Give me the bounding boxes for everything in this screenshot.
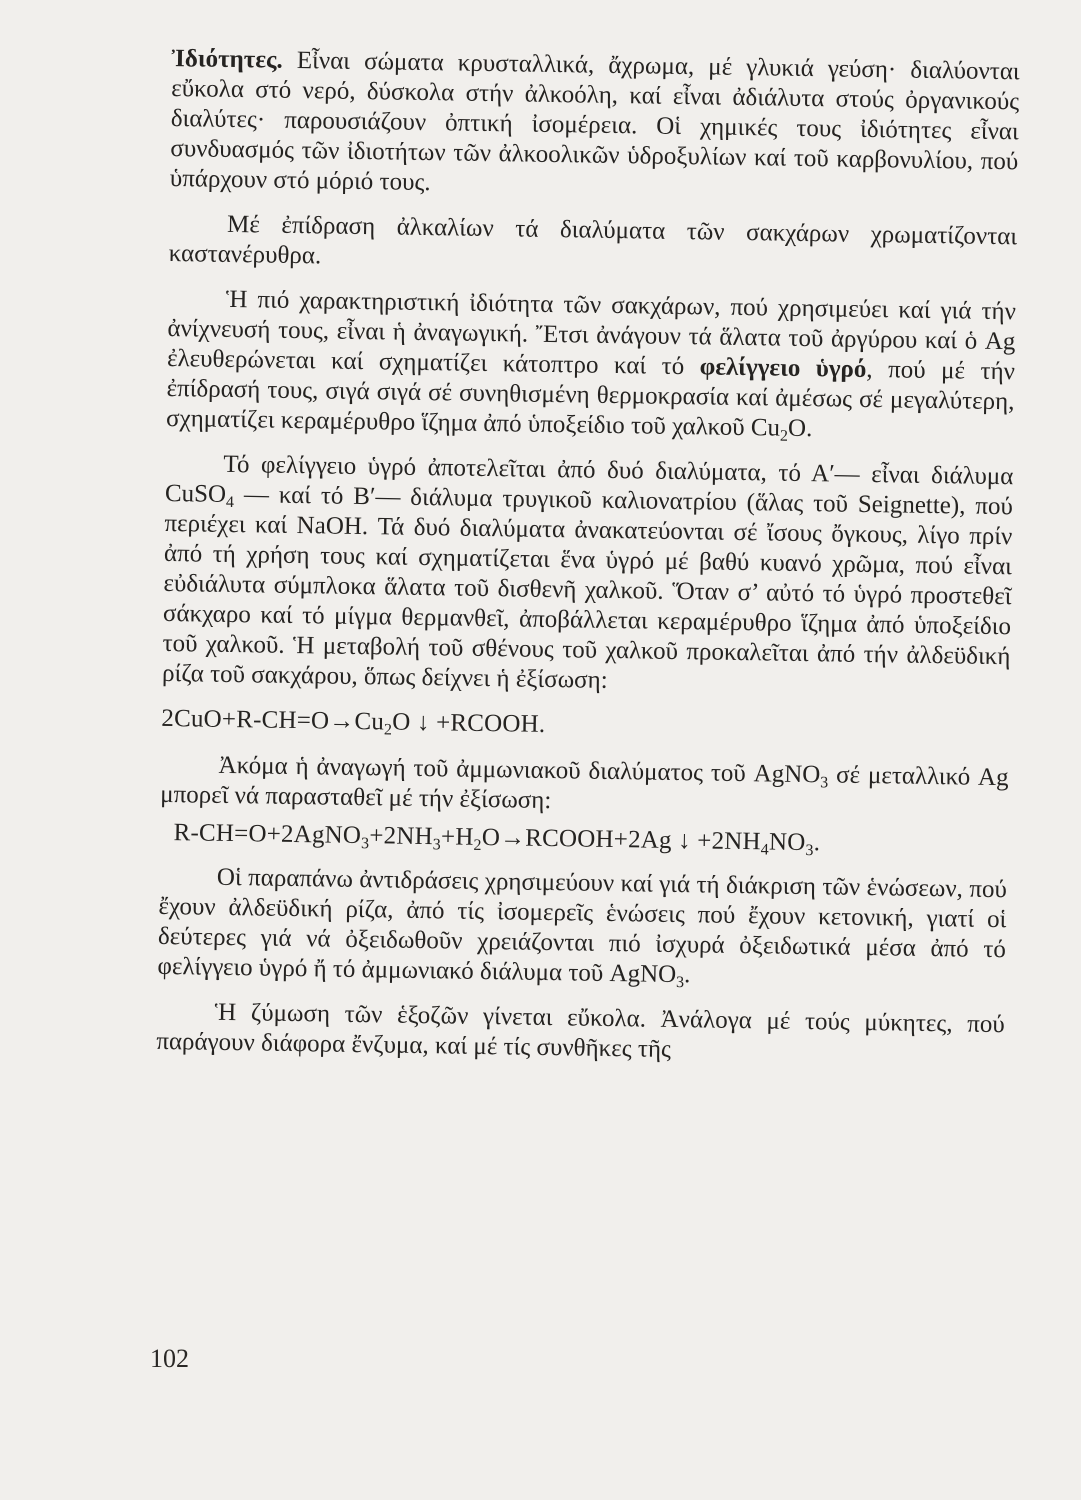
subscript: 4 (225, 493, 235, 512)
paragraph-text: , πού μέ τήν ἐπίδρασή τους, σιγά σιγά σέ συνηθισμένη θερμοκρασία καί ἀμέσως σέ μεγαλύτερη, σχηματίζει κεραμέρυθρο ἵζημα ἀπό ὑποξείδιο τοῦ χαλκοῦ Cu (165, 355, 1016, 442)
equation-text: . (813, 829, 821, 857)
paragraph-text: Τό φελίγγειο ὑγρό ἀποτελεῖται ἀπό δυό διαλύματα, τό Α′— εἶναι διάλυμα CuSO (164, 450, 1014, 508)
subscript: 2 (473, 836, 482, 854)
subscript: 4 (760, 841, 770, 859)
equation-text: NO (768, 828, 806, 857)
equation-text: O→RCOOH+2Ag ↓ +2NH (481, 823, 762, 856)
paragraph-text: Εἶναι σώματα κρυσταλλικά, ἄχρωμα, μέ γλυκιά γεύση· διαλύονται εὔκολα στό νερό, δύσκολα στήν ἀλκοόλη, καί εἶναι ἀδιάλυτα στούς ὀργανικούς διαλύτες· παρουσιάζουν ὀπτική ἰσομέρεια. Οἱ χημικές τους ἰδιότητες εἶναι συνδυασμός τῶν ἰδιοτήτων τῶν ἀλκοολικῶν ὑδροξυλίων καί τοῦ καρβονυλίου, πού ὑπάρχουν στό μόριό τους. (169, 46, 1020, 197)
equation-silver (159, 818, 1007, 861)
paragraph-silver (160, 750, 1009, 823)
paragraph-text: O. (787, 414, 813, 443)
subscript: 2 (779, 427, 789, 445)
paragraph-distinction (157, 862, 1007, 995)
equation-text: O ↓ +RCOOH. (392, 708, 546, 738)
paragraph-properties (170, 44, 1020, 207)
paragraph-text: Ἡ πιό χαρακτηριστική ἰδιότητα τῶν σακχάρων, πού χρησιμεύει καί γιά τήν ἀνίχνευσή τους, εἶναι ἡ ἀναγωγική. Ἔτσι ἀνάγουν τά ἅλατα τοῦ ἀργύρου καί ὁ Ag ἐλευθερώνεται καί σχηματίζει κάτοπτρο καί τό (166, 285, 1017, 381)
paragraph-text: σέ μεταλλικό Ag μπορεῖ νά παρασταθεῖ μέ τήν ἐξίσωση: (159, 761, 1009, 815)
subscript: 3 (432, 836, 442, 854)
equation-text: +2NH (369, 822, 434, 851)
subscript: 3 (360, 835, 370, 853)
paragraph-text: Ἀκόμα ἡ ἀναγωγή τοῦ ἀμμωνιακοῦ διαλύματος τοῦ AgNO (218, 751, 821, 789)
paragraph-fehling (162, 449, 1014, 702)
paragraph-reducing (166, 284, 1016, 447)
paragraph-text: Οἱ παραπάνω ἀντιδράσεις χρησιμεύουν καί γιά τή διάκριση τῶν ἑνώσεων, πού ἔχουν ἀλδεϋδική ρίζα, ἀπό τίς ἰσομερεῖς ἑνώσεις πού ἔχουν κετονική, γιατί οἱ δεύτερες γιά νά ὀξειδωθοῦν χρειάζονται πιό ἰσχυρά ὀξειδωτικά μέσα ἀπό τό φελίγγειο ὑγρό ἤ τό ἀμμωνιακό διάλυμα τοῦ AgNO (157, 863, 1008, 989)
paragraph-fermentation (156, 997, 1005, 1070)
paragraph-alkali (168, 209, 1017, 282)
fehling-term: φελίγγειο ὑγρό (699, 353, 867, 383)
body-text (156, 44, 1020, 1085)
paragraph-text: Ἡ ζύμωση τῶν ἑξοζῶν γίνεται εὔκολα. Ἀνάλογα μέ τούς μύκητες, πού παράγουν διάφορα ἔνζυμα, καί μέ τίς συνθῆκες τῆς (156, 998, 1005, 1063)
paragraph-text: — καί τό Β′— διάλυμα τρυγικοῦ καλιονατρίου (ἅλας τοῦ Seignette), πού περιέχει καί NaOH. Τά δυό διαλύματα ἀνακατεύονται σέ ἴσους ὄγκους, λίγο πρίν ἀπό τή χρήση τους καί σχηματίζεται ἕνα ὑγρό μέ βαθύ κυανό χρῶμα, πού εἶναι εὐδιάλυτα σύμπλοκα ἅλατα τοῦ δισθενῆ χαλκοῦ. Ὅταν σ’ αὐτό τό ὑγρό προστεθεῖ σάκχαρο καί τό μίγμα θερμανθεῖ, ἀποβάλλεται κεραμέρυθρο ἵζημα ἀπό ὑποξείδιο τοῦ χαλκοῦ. Ἡ μεταβολή τοῦ σθένους τοῦ χαλκοῦ προκαλεῖται ἀπό τήν ἀλδεϋδική ρίζα τοῦ σακχάρου, ὅπως δείχνει ἡ ἐξίσωση: (161, 481, 1014, 694)
subscript: 3 (820, 774, 829, 792)
paragraph-text: Μέ ἐπίδραση ἀλκαλίων τά διαλύματα τῶν σακχάρων χρωματίζονται καστανέρυθρα. (168, 210, 1018, 270)
equation-fehling (161, 704, 1009, 747)
equation-text: 2CuO+R-CH=O→Cu (161, 704, 385, 736)
paragraph-text: . (683, 961, 691, 989)
section-title: Ἰδιότητες. (171, 44, 284, 74)
subscript: 2 (383, 721, 393, 739)
subscript: 3 (675, 974, 685, 992)
equation-text: R-CH=O+2AgNO (173, 819, 362, 850)
subscript: 3 (805, 842, 814, 860)
page-number: 102 (150, 1344, 189, 1373)
equation-text: +H (440, 823, 474, 851)
